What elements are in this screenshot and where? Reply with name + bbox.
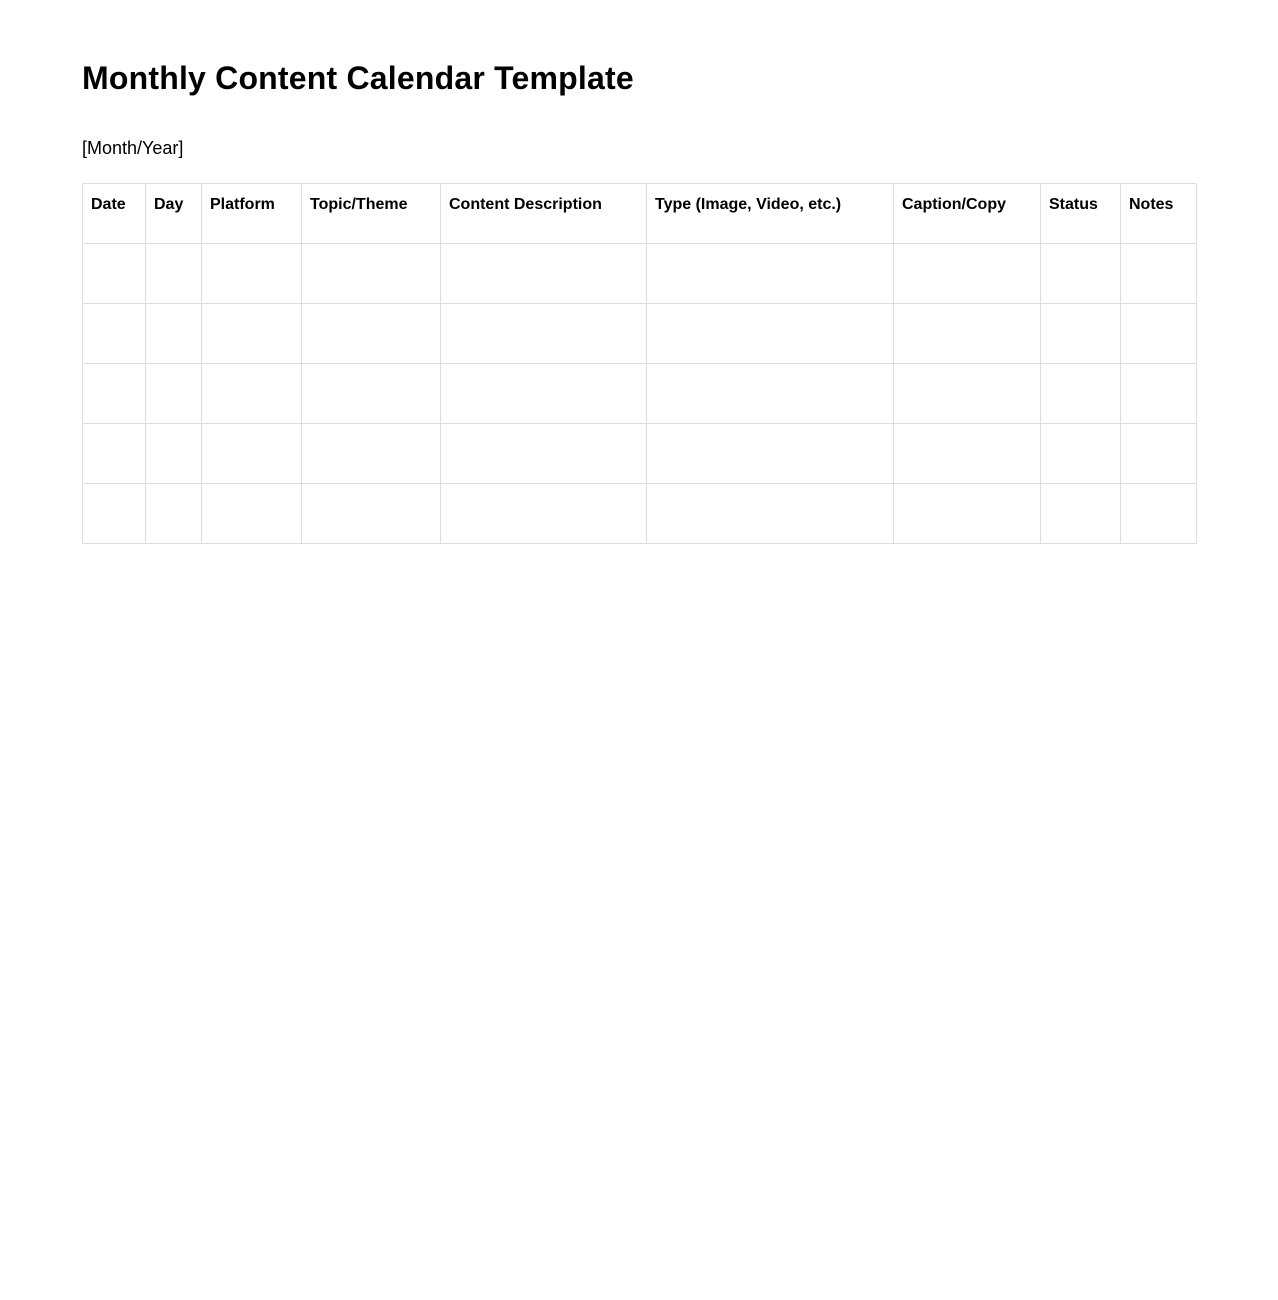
cell-notes[interactable] — [1121, 244, 1197, 304]
cell-day[interactable] — [146, 364, 202, 424]
cell-date[interactable] — [83, 304, 146, 364]
cell-type[interactable] — [647, 484, 894, 544]
column-header-date: Date — [83, 184, 146, 244]
cell-topic-theme[interactable] — [302, 484, 441, 544]
table-row — [83, 244, 1197, 304]
cell-day[interactable] — [146, 484, 202, 544]
cell-caption-copy[interactable] — [894, 304, 1041, 364]
cell-status[interactable] — [1041, 484, 1121, 544]
column-header-status: Status — [1041, 184, 1121, 244]
cell-status[interactable] — [1041, 304, 1121, 364]
cell-content-description[interactable] — [441, 484, 647, 544]
cell-type[interactable] — [647, 424, 894, 484]
cell-status[interactable] — [1041, 424, 1121, 484]
cell-topic-theme[interactable] — [302, 304, 441, 364]
table-row — [83, 364, 1197, 424]
cell-platform[interactable] — [202, 364, 302, 424]
cell-platform[interactable] — [202, 304, 302, 364]
cell-notes[interactable] — [1121, 424, 1197, 484]
cell-date[interactable] — [83, 244, 146, 304]
cell-notes[interactable] — [1121, 304, 1197, 364]
table-row — [83, 484, 1197, 544]
cell-topic-theme[interactable] — [302, 244, 441, 304]
column-header-type: Type (Image, Video, etc.) — [647, 184, 894, 244]
page-title: Monthly Content Calendar Template — [82, 60, 634, 96]
column-header-notes: Notes — [1121, 184, 1197, 244]
table-row — [83, 424, 1197, 484]
cell-type[interactable] — [647, 364, 894, 424]
cell-type[interactable] — [647, 304, 894, 364]
cell-status[interactable] — [1041, 364, 1121, 424]
cell-platform[interactable] — [202, 484, 302, 544]
cell-topic-theme[interactable] — [302, 424, 441, 484]
cell-topic-theme[interactable] — [302, 364, 441, 424]
column-header-platform: Platform — [202, 184, 302, 244]
cell-content-description[interactable] — [441, 424, 647, 484]
cell-day[interactable] — [146, 244, 202, 304]
table-row — [83, 304, 1197, 364]
cell-date[interactable] — [83, 424, 146, 484]
header-row — [83, 184, 1197, 244]
cell-day[interactable] — [146, 424, 202, 484]
month-year-label: [Month/Year] — [82, 138, 184, 158]
cell-caption-copy[interactable] — [894, 244, 1041, 304]
cell-type[interactable] — [647, 244, 894, 304]
cell-content-description[interactable] — [441, 364, 647, 424]
cell-date[interactable] — [83, 364, 146, 424]
column-header-topic-theme: Topic/Theme — [302, 184, 441, 244]
cell-caption-copy[interactable] — [894, 364, 1041, 424]
cell-date[interactable] — [83, 484, 146, 544]
column-header-caption-copy: Caption/Copy — [894, 184, 1041, 244]
cell-notes[interactable] — [1121, 364, 1197, 424]
cell-day[interactable] — [146, 304, 202, 364]
cell-content-description[interactable] — [441, 304, 647, 364]
column-header-content-description: Content Description — [441, 184, 647, 244]
cell-notes[interactable] — [1121, 484, 1197, 544]
content-calendar-table — [82, 183, 1197, 544]
cell-caption-copy[interactable] — [894, 484, 1041, 544]
cell-platform[interactable] — [202, 424, 302, 484]
cell-caption-copy[interactable] — [894, 424, 1041, 484]
column-header-day: Day — [146, 184, 202, 244]
cell-status[interactable] — [1041, 244, 1121, 304]
cell-platform[interactable] — [202, 244, 302, 304]
cell-content-description[interactable] — [441, 244, 647, 304]
